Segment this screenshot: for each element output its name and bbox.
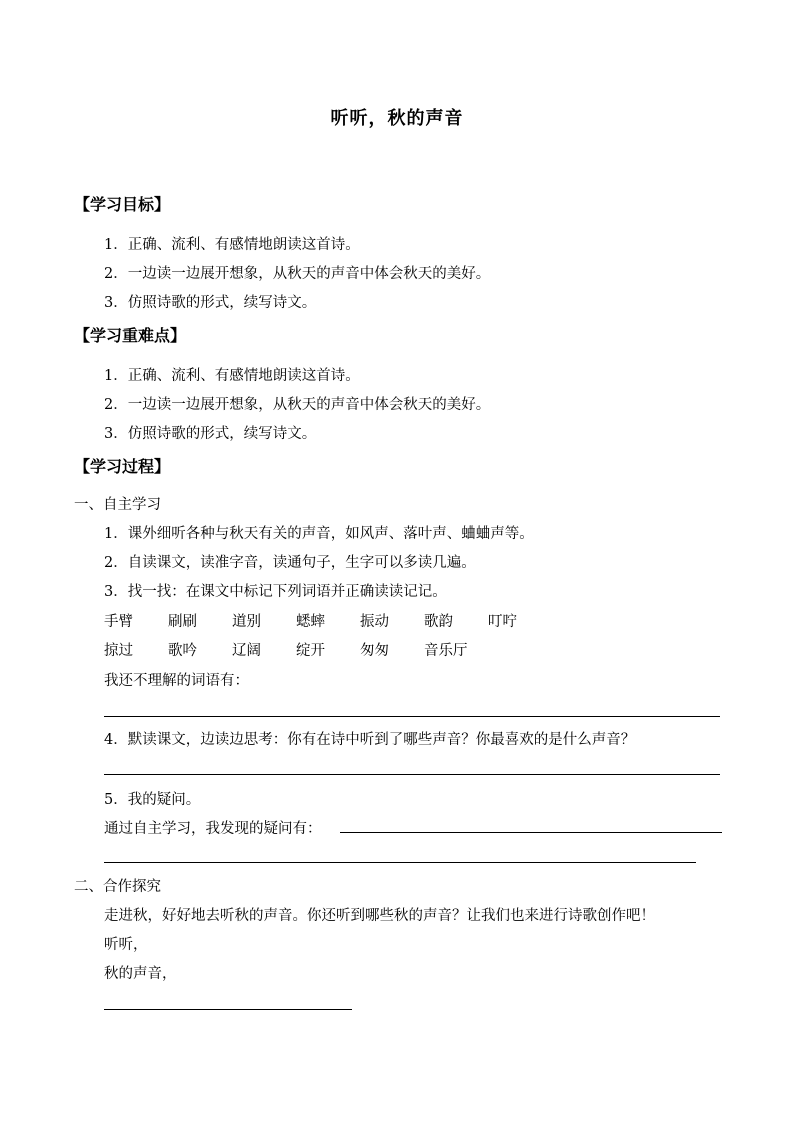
vocab-word: 叮咛 [488,614,517,630]
poem-line-1: 听听， [104,937,148,953]
vocab-word: 道别 [232,614,261,630]
cooperation-title: 二、合作探究 [74,879,161,895]
goals-heading: 【学习目标】 [74,195,171,214]
vocab-word: 振动 [360,614,389,630]
questions-prompt: 通过自主学习，我发现的疑问有： [104,821,322,837]
self-study-item-3: 3．找一找：在课文中标记下列词语并正确读读记记。 [104,584,447,600]
vocab-word: 歌韵 [424,614,453,630]
answer-line [340,832,722,833]
vocab-word: 匆匆 [360,643,389,659]
key-points-heading: 【学习重难点】 [74,326,187,345]
self-study-title: 一、自主学习 [74,497,161,513]
self-study-item-1: 1．课外细听各种与秋天有关的声音，如风声、落叶声、蛐蛐声等。 [104,526,534,542]
vocab-word: 蟋蟀 [296,614,325,630]
key-point-item-3: 3．仿照诗歌的形式，续写诗文。 [104,426,317,442]
vocab-word: 歌吟 [168,643,197,659]
key-point-item-1: 1．正确、流利、有感情地朗读这首诗。 [104,368,360,384]
vocab-word: 绽开 [296,643,325,659]
answer-line [104,1009,352,1010]
unknown-words-prompt: 我还不理解的词语有： [104,673,249,689]
answer-line [104,862,696,863]
vocab-word: 辽阔 [232,643,261,659]
process-heading: 【学习过程】 [74,457,171,476]
key-point-item-2: 2．一边读一边展开想象，从秋天的声音中体会秋天的美好。 [104,397,491,413]
cooperation-intro: 走进秋，好好地去听秋的声音。你还听到哪些秋的声音？让我们也来进行诗歌创作吧！ [104,908,655,924]
self-study-item-5: 5．我的疑问。 [104,792,201,808]
vocab-word: 音乐厅 [424,643,468,659]
answer-line [104,774,720,775]
self-study-item-2: 2．自读课文，读准字音，读通句子，生字可以多读几遍。 [104,555,476,571]
vocab-word: 手臂 [104,614,133,630]
goal-item-2: 2．一边读一边展开想象，从秋天的声音中体会秋天的美好。 [104,266,491,282]
goal-item-1: 1．正确、流利、有感情地朗读这首诗。 [104,237,360,253]
answer-line [104,716,720,717]
vocab-word: 刷刷 [168,614,197,630]
page-title: 听听，秋的声音 [330,108,464,129]
goal-item-3: 3．仿照诗歌的形式，续写诗文。 [104,295,317,311]
poem-line-2: 秋的声音， [104,966,177,982]
vocab-word: 掠过 [104,643,133,659]
self-study-item-4: 4．默读课文，边读边思考：你有在诗中听到了哪些声音？你最喜欢的是什么声音？ [104,732,636,748]
